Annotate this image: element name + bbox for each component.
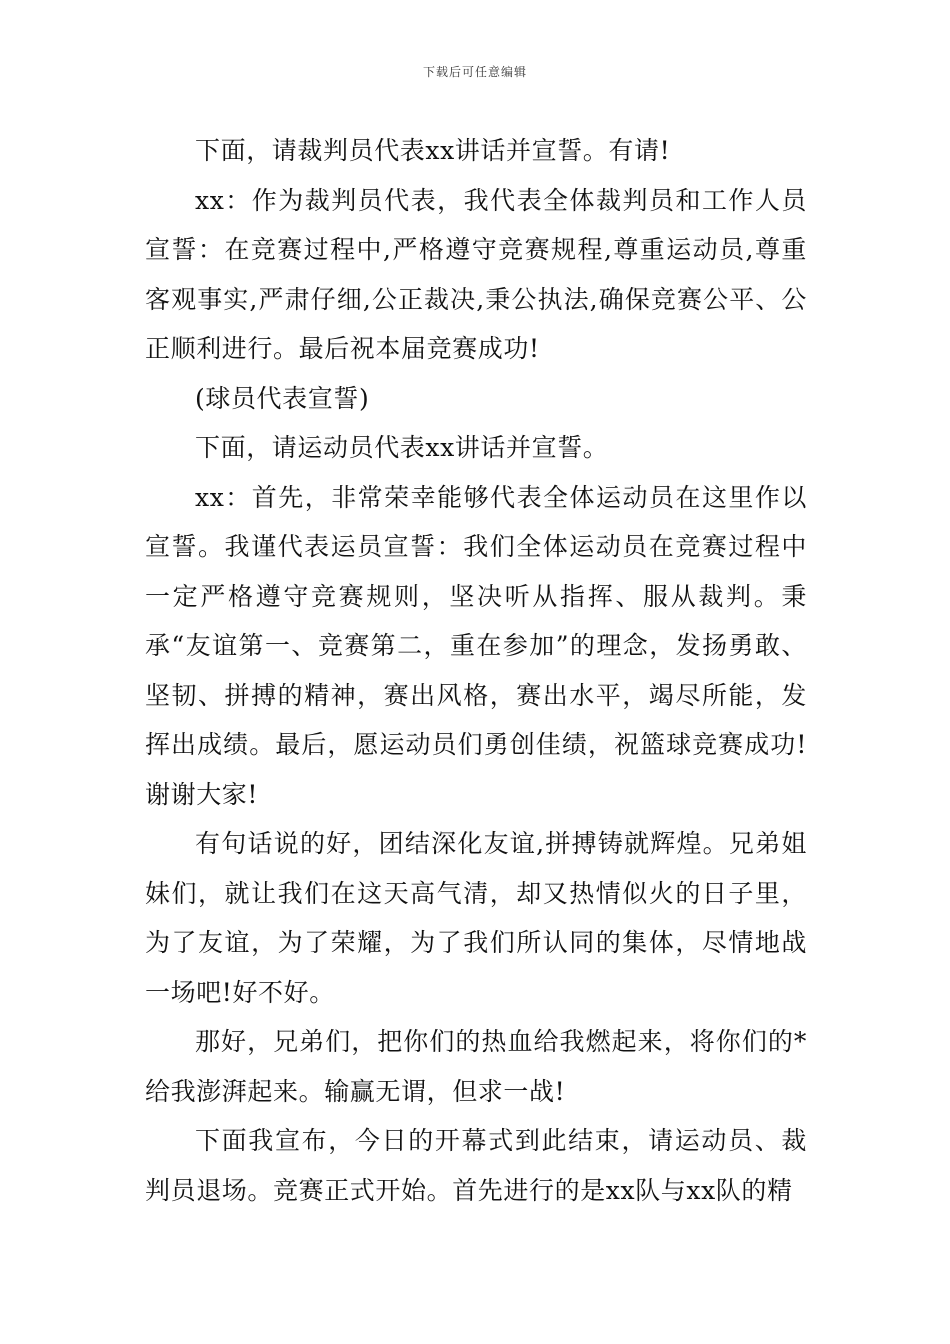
header-note: 下载后可任意编辑 [422, 65, 527, 79]
paragraph-player-oath-heading: (球员代表宣誓) [195, 383, 370, 413]
paragraph-referee-oath: xx：作为裁判员代表，我代表全体裁判员和工作人员宣誓：在竞赛过程中,严格遵守竞赛规程,尊重运动员,尊重客观事实,严肃仔细,公正裁决,秉公执法,确保竞赛公平、公正顺利进行。最后祝本届竞赛成功! [145, 185, 807, 363]
paragraph-closing: 下面我宣布，今日的开幕式到此结束，请运动员、裁判员退场。竞赛正式开始。首先进行的是xx队与xx队的精 [145, 1126, 807, 1205]
paragraph-player-oath: xx：首先，非常荣幸能够代表全体运动员在这里作以宣誓。我谨代表运员宣誓：我们全体运动员在竞赛过程中一定严格遵守竞赛规则，坚决听从指挥、服从裁判。秉承“友谊第一、竞赛第二，重在参加”的理念，发扬勇敢、坚韧、拼搏的精神，赛出风格，赛出水平，竭尽所能，发挥出成绩。最后，愿运动员们勇创佳绩，祝篮球竞赛成功!谢谢大家! [145, 482, 807, 809]
document-body [145, 126, 807, 1215]
paragraph-rally: 那好，兄弟们，把你们的热血给我燃起来，将你们的*给我澎湃起来。输赢无谓，但求一战! [145, 1027, 807, 1106]
paragraph-encouragement: 有句话说的好，团结深化友谊,拼搏铸就辉煌。兄弟姐妹们，就让我们在这天高气清，却又热情似火的日子里，为了友谊，为了荣耀，为了我们所认同的集体，尽情地战一场吧!好不好。 [145, 829, 807, 1007]
paragraph-player-intro: 下面，请运动员代表xx讲话并宣誓。 [195, 433, 609, 462]
paragraph-referee-intro: 下面，请裁判员代表xx讲话并宣誓。有请! [195, 136, 671, 165]
